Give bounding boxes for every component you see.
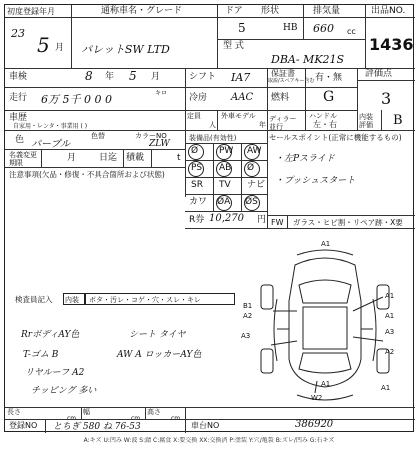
- color-sub-label: 色替: [91, 132, 105, 140]
- dealer-label: ディラー並行: [269, 115, 297, 131]
- shift-label: シフト: [189, 72, 217, 82]
- lot-value: 1436: [369, 35, 414, 54]
- warranty-label: 保証書: [271, 69, 295, 78]
- type-label: 型 式: [223, 41, 244, 51]
- score-label: 評価点: [365, 69, 393, 79]
- history-label: 車歴: [9, 113, 28, 123]
- handle-label: ハンドル: [309, 112, 337, 120]
- circle-mark: [188, 144, 204, 160]
- inspector-interior-tag: 内装: [65, 296, 79, 304]
- length-unit: cm: [67, 415, 77, 422]
- handle-value: 左・右: [313, 120, 337, 129]
- first-reg-label: 初度登録年月: [7, 7, 55, 16]
- damage-code-legend: A:キズ U:凹み W:波 S:錆 C:腐食 X:要交換 XX:交換済 P:塗装 Y:穴/亀裂 B:ズレ/凹み G:石キズ: [83, 437, 335, 444]
- displacement-value: 660: [313, 22, 334, 35]
- first-reg-year: 23: [11, 27, 25, 40]
- loading-label: 積載: [126, 153, 145, 163]
- note-left-1: RrボディAY色: [21, 330, 80, 340]
- shape-value: HB: [283, 23, 298, 33]
- inspection-month-unit: 月: [151, 72, 161, 82]
- circle-mark: [216, 161, 232, 177]
- mileage-unit: キロ: [155, 90, 168, 97]
- ac-value: AAC: [231, 92, 254, 103]
- circle-mark: [216, 144, 232, 160]
- selling-point-1: ・左Pスライド: [275, 154, 335, 164]
- width-unit: cm: [131, 415, 141, 422]
- equipment-r1c2: PW: [219, 146, 234, 156]
- displacement-unit: cc: [347, 27, 356, 36]
- note-right-2: AW A ロッカーAY色: [117, 350, 202, 360]
- reg-no-value: とちぎ 580 ね 76-53: [53, 422, 141, 432]
- equipment-r1c3: AW: [247, 146, 262, 156]
- chassis-value: 386920: [295, 419, 334, 430]
- shape-label: 形状: [261, 6, 280, 16]
- width-label: 幅: [83, 408, 90, 416]
- shift-value: IA7: [231, 71, 251, 84]
- circle-mark: [188, 161, 204, 177]
- first-reg-month-unit: 月: [55, 43, 65, 53]
- door-value: 5: [238, 21, 246, 35]
- note-left-4: チッピング 多い: [31, 386, 97, 396]
- circle-mark: [244, 161, 260, 177]
- selling-point-2: ・プッシュスタート: [275, 176, 356, 186]
- circle-mark: [244, 195, 260, 211]
- interior-label: 内装評価: [359, 113, 373, 129]
- ac-label: 冷房: [189, 93, 208, 103]
- loading-unit: t: [177, 153, 181, 163]
- color-no-label: カラーNO: [135, 132, 167, 140]
- fuel-label: 燃料: [271, 93, 290, 103]
- diagram-label-bottom: A1: [321, 380, 331, 388]
- diagram-label-b1: B1: [243, 302, 253, 310]
- inspection-year: 8: [85, 69, 93, 83]
- name-change-day: 日迄: [99, 153, 118, 163]
- year-model-label: 外車モデル: [221, 112, 256, 120]
- diagram-label-a1-lower-right: A1: [381, 384, 391, 392]
- note-left-3: リヤルーフ A2: [25, 368, 85, 378]
- lot-label: 出品NO.: [371, 6, 406, 16]
- score-value: 3: [381, 89, 392, 108]
- diagram-label-top: A1: [321, 240, 331, 248]
- name-change-month: 月: [67, 153, 77, 163]
- mileage-label: 走行: [9, 93, 28, 103]
- equipment-r2c2: AB: [219, 163, 232, 173]
- diagram-label-w2: W2: [311, 394, 323, 402]
- notes-label: 注意事項(欠品・修復・不具合箇所および状態): [9, 170, 165, 179]
- equipment-r4c2: ØA: [217, 197, 231, 207]
- equipment-label: 装備品(有効性): [189, 134, 237, 142]
- equipment-r3c3: ナビ: [247, 180, 266, 190]
- chassis-label: 車台NO: [191, 421, 220, 430]
- type-value: DBA- MK21S: [271, 53, 345, 66]
- diagram-label-a1-upper-right: A1: [385, 292, 395, 300]
- diagram-label-a2-left: A2: [243, 312, 253, 320]
- first-reg-month: 5: [37, 33, 50, 57]
- diagram-label-a3-left: A3: [241, 332, 251, 340]
- inspector-label: 検査員記入: [15, 295, 53, 304]
- door-label: ドア: [225, 6, 243, 16]
- height-label: 高さ: [147, 408, 161, 416]
- displacement-label: 排気量: [313, 6, 341, 16]
- fw-label: FW: [271, 218, 284, 227]
- fw-value: ガラス・ヒビ割・リペア跡・X要: [293, 218, 403, 227]
- color-label: 色: [15, 135, 25, 145]
- name-change-label: 名義変更期限: [9, 151, 37, 167]
- inspection-label: 車検: [9, 72, 28, 82]
- circle-mark: [244, 144, 260, 160]
- inspector-interior-desc: ボタ・汚レ・コゲ・穴・スレ・キレ: [89, 296, 201, 304]
- auction-sheet: [4, 4, 414, 432]
- color-value: パープル: [31, 139, 71, 150]
- equipment-r4c3: ØS: [245, 197, 258, 207]
- interior-value: B: [393, 113, 403, 128]
- length-label: 長さ: [7, 408, 21, 416]
- equipment-r4c1: カワ: [189, 197, 208, 207]
- note-right-1: シート タイヤ: [129, 330, 186, 340]
- warranty-sub: 取説/スペアキー含む: [268, 78, 315, 84]
- model-name-label: 通称車名・グレード: [101, 6, 183, 16]
- equipment-r2c1: PS: [191, 163, 203, 173]
- model-name-value: パレットSW LTD: [81, 43, 170, 56]
- selling-point-label: セールスポイント(正常に機能するもの): [269, 133, 402, 142]
- history-sub: 自家用・レンタ・事業用 ( ): [13, 123, 88, 130]
- mileage-value: 6万 5千 0 0 0: [41, 93, 112, 106]
- circle-mark: [216, 195, 232, 211]
- color-no-value: ZLW: [149, 139, 170, 149]
- equipment-r3c1: SR: [191, 180, 203, 190]
- diagram-label-a2-right: A2: [385, 348, 395, 356]
- equipment-r3c2: TV: [219, 180, 231, 190]
- equipment-r1c1: Ø: [191, 146, 199, 156]
- capacity-unit: 人: [209, 121, 216, 129]
- recycle-label: R券: [189, 215, 205, 225]
- capacity-label: 定員: [187, 112, 201, 120]
- reg-no-label: 登録NO: [9, 421, 38, 430]
- diagram-label-a3-right: A3: [385, 328, 395, 336]
- height-unit: cm: [171, 415, 181, 422]
- fuel-value: G: [323, 89, 335, 105]
- recycle-value: 10,270: [209, 213, 244, 224]
- note-left-2: T-ゴム B: [23, 350, 59, 360]
- equipment-r2c3: Ø: [247, 163, 255, 173]
- year-model-unit: 年: [259, 121, 266, 129]
- inspection-month: 5: [129, 69, 137, 83]
- warranty-value: 有・無: [315, 73, 343, 83]
- inspection-year-unit: 年: [105, 72, 115, 82]
- recycle-unit: 円: [257, 215, 267, 225]
- diagram-label-a1-mid-right: A1: [385, 312, 395, 320]
